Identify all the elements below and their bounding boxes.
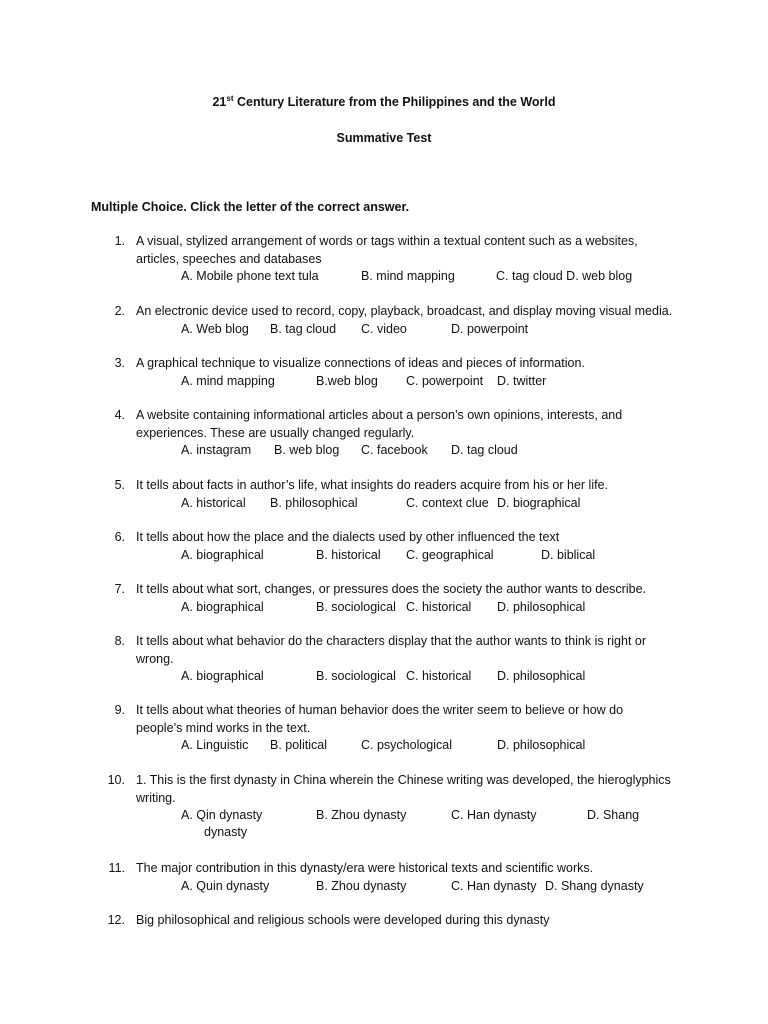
option-b[interactable]: B. sociological xyxy=(316,669,396,683)
option-d[interactable]: D. biographical xyxy=(497,496,581,510)
question-line: writing. xyxy=(136,790,176,805)
question-text xyxy=(136,355,696,373)
option-c[interactable]: C. Han dynasty xyxy=(451,879,537,893)
question-text xyxy=(136,529,696,547)
option-d-continuation: dynasty xyxy=(204,825,248,839)
question-number: 1. xyxy=(114,234,125,248)
question-number: 6. xyxy=(114,530,125,544)
option-c[interactable]: C. psychological xyxy=(361,738,453,752)
option-a[interactable]: A. Qin dynasty xyxy=(181,808,263,822)
question-line: It tells about facts in author’s life, what insights do readers acquire from his or her life. xyxy=(136,478,608,492)
question-text xyxy=(136,772,696,807)
option-a[interactable]: A. Linguistic xyxy=(181,738,249,752)
question-text xyxy=(136,233,696,268)
option-a[interactable]: A. instagram xyxy=(181,443,252,457)
question-line: It tells about what sort, changes, or pressures does the society the author wants to describe. xyxy=(136,582,646,596)
option-a[interactable]: A. biographical xyxy=(181,600,264,614)
option-b[interactable]: B. philosophical xyxy=(270,496,358,510)
question-line: An electronic device used to record, copy, playback, broadcast, and display moving visual media. xyxy=(136,304,673,318)
question-number: 3. xyxy=(114,356,125,370)
question-number: 5. xyxy=(114,478,125,492)
option-a[interactable]: A. biographical xyxy=(181,669,264,683)
question-number: 9. xyxy=(114,703,125,717)
option-d[interactable]: D. twitter xyxy=(497,374,547,388)
question-line: 1. This is the first dynasty in China wherein the Chinese writing was developed, the hieroglyphics xyxy=(136,773,671,787)
option-b[interactable]: B. historical xyxy=(316,548,381,562)
option-c[interactable]: C. geographical xyxy=(406,548,494,562)
question-text xyxy=(136,860,696,878)
option-b[interactable]: B. Zhou dynasty xyxy=(316,808,407,822)
question-line: Big philosophical and religious schools were developed during this dynasty xyxy=(136,913,550,927)
option-b[interactable]: B. tag cloud xyxy=(270,322,337,336)
question-line: It tells about how the place and the dialects used by other influenced the text xyxy=(136,530,560,544)
question-line: A visual, stylized arrangement of words or tags within a textual content such as a websites, xyxy=(136,234,638,248)
option-d[interactable]: D. Shang dynasty xyxy=(545,879,644,893)
question-line: people’s mind works in the text. xyxy=(136,720,311,735)
option-d[interactable]: D. philosophical xyxy=(497,600,586,614)
question-number: 11. xyxy=(108,861,125,875)
question-line: The major contribution in this dynasty/era were historical texts and scientific works. xyxy=(136,861,594,875)
option-b[interactable]: B. sociological xyxy=(316,600,396,614)
option-c[interactable]: C. historical xyxy=(406,600,472,614)
option-b[interactable]: B.web blog xyxy=(316,374,378,388)
document-subtitle: Summative Test xyxy=(336,131,432,145)
document-title xyxy=(0,94,768,112)
option-c[interactable]: C. context clue xyxy=(406,496,489,510)
title-rest: Century Literature from the Philippines and the World xyxy=(233,95,556,109)
question-text xyxy=(136,912,696,930)
option-d[interactable]: D. philosophical xyxy=(497,669,586,683)
question-line: experiences. These are usually changed regularly. xyxy=(136,425,415,440)
option-c[interactable]: C. powerpoint xyxy=(406,374,484,388)
question-line: wrong. xyxy=(136,651,174,666)
option-c[interactable]: C. tag cloud D. web blog xyxy=(496,269,633,283)
question-line: It tells about what theories of human behavior does the writer seem to believe or how do xyxy=(136,703,624,717)
option-d[interactable]: D. powerpoint xyxy=(451,322,529,336)
option-d[interactable]: D. tag cloud xyxy=(451,443,518,457)
option-c[interactable]: C. video xyxy=(361,322,407,336)
option-d[interactable]: D. Shang xyxy=(587,808,640,822)
option-c[interactable]: C. historical xyxy=(406,669,472,683)
question-line: It tells about what behavior do the characters display that the author wants to think is right or xyxy=(136,634,647,648)
question-line: articles, speeches and databases xyxy=(136,251,322,266)
instructions: Multiple Choice. Click the letter of the correct answer. xyxy=(91,200,410,214)
option-a[interactable]: A. mind mapping xyxy=(181,374,275,388)
option-d[interactable]: D. philosophical xyxy=(497,738,586,752)
question-number: 8. xyxy=(114,634,125,648)
question-number: 12. xyxy=(107,913,125,927)
question-number: 4. xyxy=(114,408,125,422)
question-text xyxy=(136,581,696,599)
option-b[interactable]: B. web blog xyxy=(274,443,340,457)
option-b[interactable]: B. Zhou dynasty xyxy=(316,879,407,893)
question-number: 2. xyxy=(114,304,125,318)
question-line: A website containing informational articles about a person’s own opinions, interests, and xyxy=(136,408,623,422)
title-prefix: 21 xyxy=(212,95,227,109)
question-text xyxy=(136,303,696,321)
option-a[interactable]: A. Quin dynasty xyxy=(181,879,270,893)
option-b[interactable]: B. mind mapping xyxy=(361,269,455,283)
option-b[interactable]: B. political xyxy=(270,738,327,752)
option-c[interactable]: C. facebook xyxy=(361,443,428,457)
question-text xyxy=(136,407,696,442)
option-a[interactable]: A. Mobile phone text tula xyxy=(181,269,319,283)
option-a[interactable]: A. historical xyxy=(181,496,246,510)
option-d[interactable]: D. biblical xyxy=(541,548,596,562)
option-a[interactable]: A. Web blog xyxy=(181,322,249,336)
question-number: 7. xyxy=(114,582,125,596)
question-number: 10. xyxy=(107,773,125,787)
question-text xyxy=(136,633,696,668)
title-superscript: st xyxy=(226,93,234,103)
option-a[interactable]: A. biographical xyxy=(181,548,264,562)
question-line: A graphical technique to visualize connections of ideas and pieces of information. xyxy=(136,356,585,370)
question-text xyxy=(136,702,696,737)
question-text xyxy=(136,477,696,495)
option-c[interactable]: C. Han dynasty xyxy=(451,808,537,822)
